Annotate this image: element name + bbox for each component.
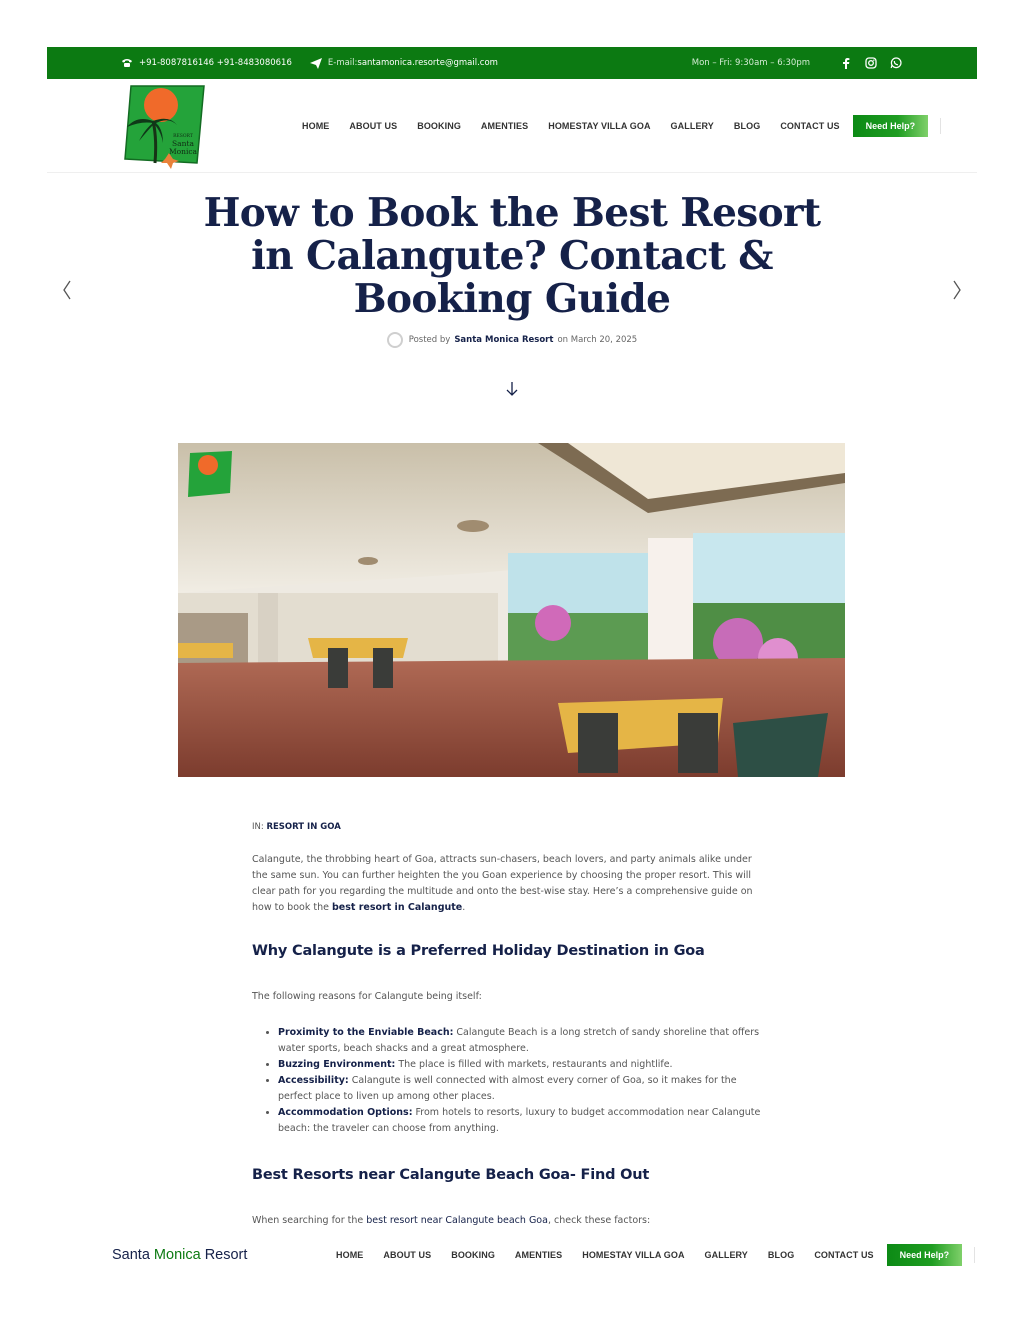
sticky-nav-booking[interactable]: BOOKING xyxy=(451,1250,495,1260)
nav-contact-us[interactable]: CONTACT US xyxy=(780,121,840,131)
sticky-nav-contact-us[interactable]: CONTACT US xyxy=(814,1250,874,1260)
search-paragraph xyxy=(252,1213,767,1229)
need-help-button[interactable]: Need Help? xyxy=(853,115,929,137)
previous-post-arrow-icon[interactable] xyxy=(60,278,74,302)
nav-about-us[interactable]: ABOUT US xyxy=(349,121,398,131)
paper-plane-icon xyxy=(310,58,322,69)
post-title: How to Book the Best Resort in Calangute? Contact & Booking Guide xyxy=(203,190,821,322)
intro-paragraph xyxy=(252,852,767,916)
instagram-icon[interactable] xyxy=(864,56,878,70)
sticky-nav-homestay-villa-goa[interactable]: HOMESTAY VILLA GOA xyxy=(582,1250,685,1260)
reason-label: Accessibility: xyxy=(278,1075,349,1086)
intro-text: Calangute, the throbbing heart of Goa, attracts sun-chasers, beach lovers, and party animals alike under the same sun. You can further heighten the you Goan experience by choosing the proper resort. This will clear path for you regarding the multitude and onto the best-wise stay. Here’s a comprehensive guide on how to book the xyxy=(252,854,753,913)
post-author[interactable]: Santa Monica Resort xyxy=(454,335,554,345)
sticky-main-nav xyxy=(336,1244,975,1266)
sticky-nav-gallery[interactable]: GALLERY xyxy=(704,1250,748,1260)
heading-why-calangute: Why Calangute is a Preferred Holiday Destination in Goa xyxy=(252,943,705,959)
email-label: E-mail: xyxy=(327,58,358,68)
nav-home[interactable]: HOME xyxy=(302,121,330,131)
next-post-arrow-icon[interactable] xyxy=(950,278,964,302)
reason-label: Proximity to the Enviable Beach: xyxy=(278,1027,454,1038)
sticky-need-help-button[interactable]: Need Help? xyxy=(887,1244,963,1266)
email-group[interactable] xyxy=(310,58,498,69)
nav-booking[interactable]: BOOKING xyxy=(417,121,461,131)
reason-label: Accommodation Options: xyxy=(278,1107,413,1118)
featured-image xyxy=(178,443,845,777)
list-item xyxy=(278,1073,767,1105)
brand-wordmark[interactable] xyxy=(112,1247,247,1263)
contact-info xyxy=(121,47,516,79)
post-date: March 20, 2025 xyxy=(570,335,638,345)
sticky-nav-divider xyxy=(974,1247,975,1263)
phone-group[interactable] xyxy=(121,58,292,68)
nav-amenties[interactable]: AMENTIES xyxy=(480,121,529,131)
nav-homestay-villa-goa[interactable]: HOMESTAY VILLA GOA xyxy=(548,121,651,131)
nav-blog[interactable]: BLOG xyxy=(733,121,761,131)
reason-text: The place is filled with markets, restaurants and nightlife. xyxy=(395,1059,673,1070)
sticky-nav-bar xyxy=(0,1228,1024,1284)
top-contact-bar xyxy=(47,47,977,79)
search-end: , check these factors: xyxy=(547,1215,651,1226)
hours-and-social xyxy=(692,47,903,79)
main-nav xyxy=(302,115,941,137)
category-link[interactable]: RESORT IN GOA xyxy=(266,822,341,832)
whatsapp-icon[interactable] xyxy=(889,56,903,70)
sticky-nav-blog[interactable]: BLOG xyxy=(767,1250,795,1260)
logo-text-santa: Santa xyxy=(172,139,194,148)
category-label: IN: xyxy=(252,822,264,832)
article-body xyxy=(252,819,767,1229)
search-link[interactable]: best resort near Calangute beach Goa xyxy=(366,1215,548,1226)
scroll-down-arrow-icon[interactable] xyxy=(505,380,519,398)
email-address[interactable]: santamonica.resorte@gmail.com xyxy=(357,58,498,68)
author-avatar xyxy=(387,332,403,348)
logo-text-resort: RESORT xyxy=(173,134,193,139)
date-prefix: on xyxy=(557,335,569,345)
nav-divider xyxy=(940,118,941,134)
site-header xyxy=(47,79,977,173)
nav-gallery[interactable]: GALLERY xyxy=(670,121,714,131)
sticky-nav-amenties[interactable]: AMENTIES xyxy=(514,1250,563,1260)
list-item xyxy=(278,1105,767,1137)
reason-label: Buzzing Environment: xyxy=(278,1059,396,1070)
search-text: When searching for the xyxy=(252,1215,367,1226)
post-category xyxy=(252,819,767,835)
reason-text: Calangute Beach is a long stretch of sandy shoreline that offers water sports, beach shacks and a great atmosphere. xyxy=(278,1027,760,1054)
resort-logo[interactable] xyxy=(123,83,205,169)
reason-text: Calangute is well connected with almost every corner of Goa, so it makes for the perfect place to liven up among other places. xyxy=(278,1075,737,1102)
brand-part-3: Resort xyxy=(200,1247,248,1263)
intro-end: . xyxy=(462,902,466,913)
intro-link[interactable]: best resort in Calangute xyxy=(331,902,463,913)
list-item xyxy=(278,1057,767,1073)
office-hours: Mon – Fri: 9:30am – 6:30pm xyxy=(691,58,810,68)
sticky-nav-home[interactable]: HOME xyxy=(336,1250,364,1260)
reason-text: From hotels to resorts, luxury to budget accommodation near Calangute beach: the traveler can choose from anything. xyxy=(278,1107,761,1134)
post-meta xyxy=(0,332,1024,348)
list-item xyxy=(278,1025,767,1057)
reasons-intro: The following reasons for Calangute being itself: xyxy=(252,991,482,1002)
brand-part-1: Santa xyxy=(112,1247,154,1263)
sticky-nav-about-us[interactable]: ABOUT US xyxy=(383,1250,432,1260)
facebook-icon[interactable] xyxy=(839,56,853,70)
brand-part-2: Monica xyxy=(153,1247,201,1263)
reasons-list xyxy=(252,1025,767,1137)
phone-icon xyxy=(121,58,133,68)
posted-by-label: Posted by xyxy=(408,335,451,345)
logo-text-monica: Monica xyxy=(168,147,198,156)
heading-best-resorts: Best Resorts near Calangute Beach Goa- Find Out xyxy=(252,1167,650,1183)
phone-numbers[interactable]: +91-8087816146 +91-8483080616 xyxy=(139,58,292,68)
